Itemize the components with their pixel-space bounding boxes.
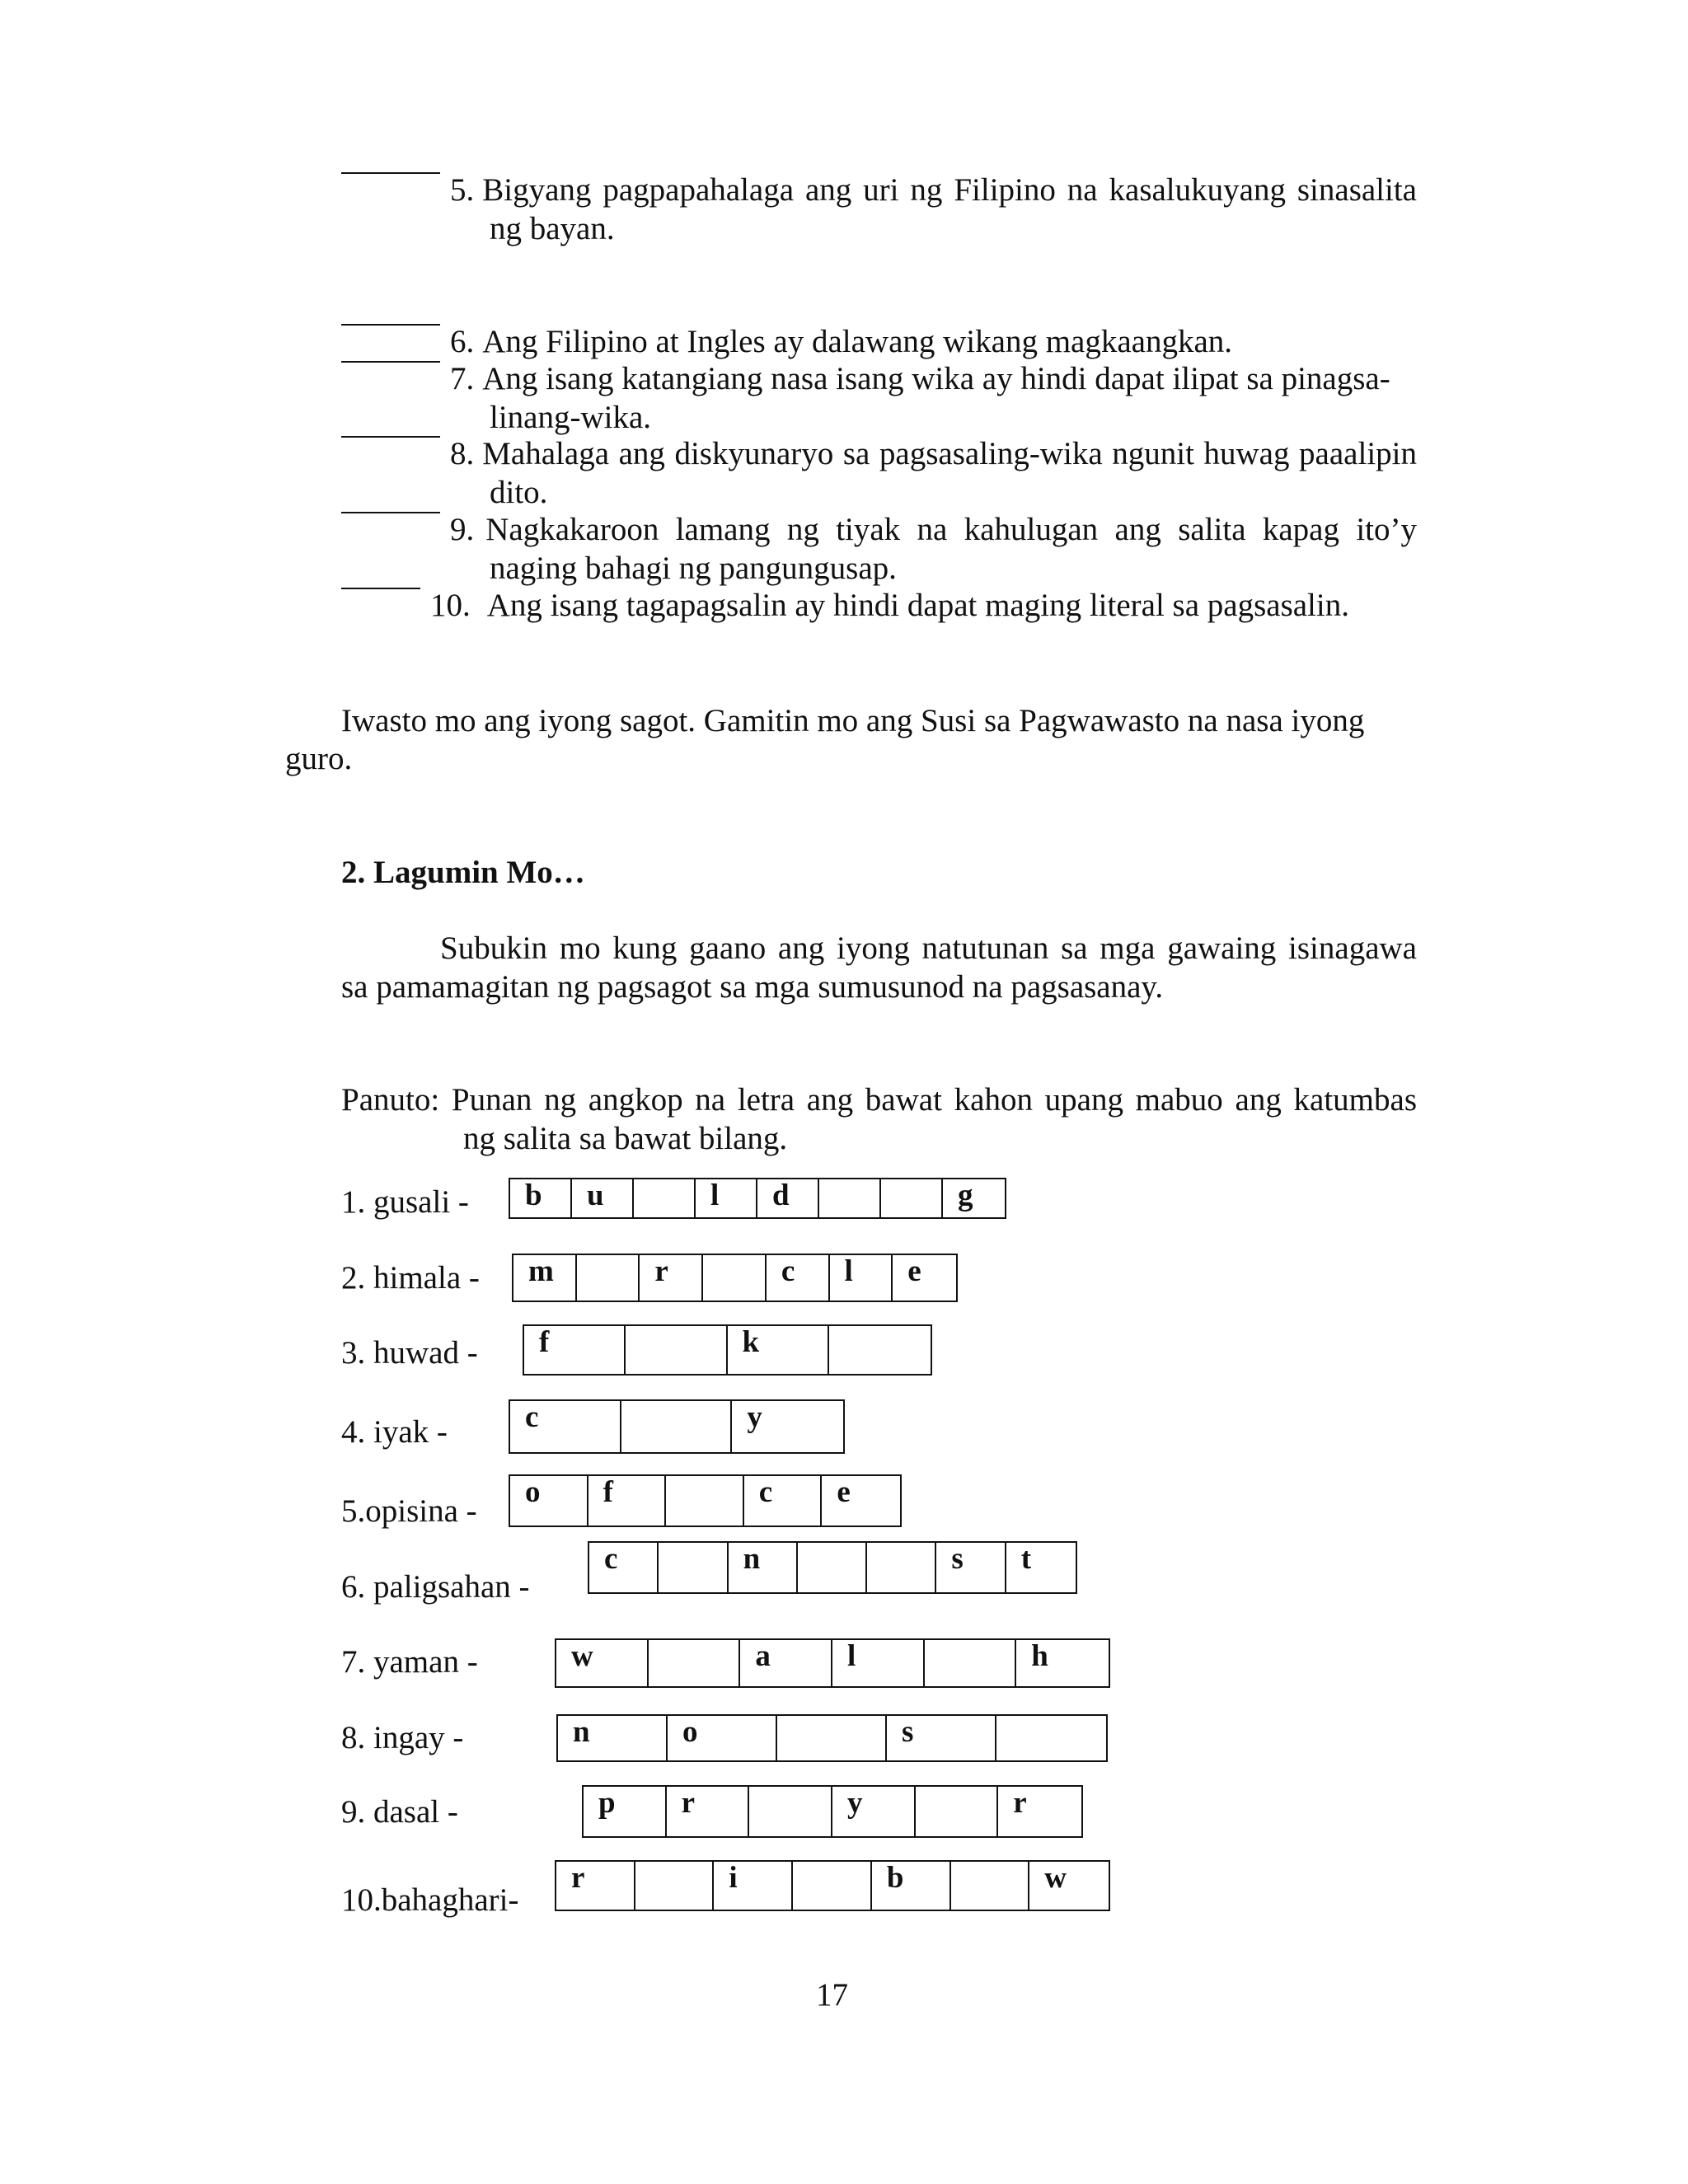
letter-box[interactable] <box>634 1179 696 1217</box>
item-10 <box>341 587 1417 626</box>
letter-box[interactable] <box>793 1862 872 1910</box>
item-text-continued: naging bahagi ng pangungusap. <box>490 550 897 586</box>
letter-box[interactable]: t <box>1020 1542 1032 1576</box>
letter-box[interactable]: e <box>837 1475 851 1509</box>
letter-box[interactable]: f <box>588 1476 667 1526</box>
letter-box[interactable]: y <box>747 1400 762 1434</box>
letter-boxes <box>555 1860 1110 1911</box>
item-number: 8. <box>450 436 475 471</box>
letter-boxes <box>509 1178 1006 1219</box>
letter-box[interactable] <box>951 1862 1030 1910</box>
letter-boxes <box>509 1399 845 1454</box>
item-text-continued: dito. <box>490 474 548 510</box>
item-5 <box>341 171 1417 249</box>
answer-blank[interactable] <box>341 587 420 589</box>
letter-boxes <box>588 1541 1077 1594</box>
letter-box[interactable]: s <box>887 1716 996 1760</box>
letter-box[interactable]: i <box>714 1862 793 1910</box>
word-label: 5.opisina - <box>341 1493 477 1529</box>
letter-box[interactable]: u <box>572 1179 634 1217</box>
letter-box[interactable] <box>635 1862 715 1910</box>
item-7 <box>341 360 1417 438</box>
letter-box[interactable]: f <box>524 1326 626 1374</box>
letter-box[interactable]: l <box>830 1255 893 1301</box>
letter-box[interactable]: l <box>696 1179 757 1217</box>
letter-box[interactable]: r <box>1013 1786 1027 1820</box>
letter-boxes <box>509 1474 902 1527</box>
letter-boxes <box>555 1638 1110 1688</box>
word-label: 8. ingay - <box>341 1720 464 1755</box>
item-number: 5. <box>450 172 475 208</box>
letter-box[interactable]: b <box>872 1862 951 1910</box>
letter-box[interactable] <box>777 1716 887 1760</box>
item-8 <box>341 435 1417 513</box>
letter-box[interactable]: b <box>510 1179 572 1217</box>
item-number: 6. <box>450 324 475 359</box>
check-instruction-continued: guro. <box>285 741 353 776</box>
letter-box[interactable] <box>621 1401 733 1452</box>
letter-box[interactable]: o <box>510 1476 588 1526</box>
word-label: 6. paligsahan - <box>341 1569 530 1605</box>
letter-box[interactable] <box>649 1640 741 1686</box>
letter-boxes <box>523 1324 932 1376</box>
word-label: 7. yaman - <box>341 1644 478 1680</box>
item-6 <box>341 323 1417 362</box>
letter-box[interactable] <box>925 1640 1017 1686</box>
answer-blank[interactable] <box>341 171 440 174</box>
word-label: 2. himala - <box>341 1260 480 1296</box>
item-text: Ang Filipino at Ingles ay dalawang wikang magkaangkan. <box>482 324 1233 359</box>
word-label: 3. huwad - <box>341 1335 478 1371</box>
letter-box[interactable]: a <box>740 1640 832 1686</box>
letter-box[interactable]: p <box>584 1787 667 1836</box>
letter-box[interactable] <box>798 1543 867 1592</box>
letter-box[interactable]: r <box>667 1787 750 1836</box>
letter-box[interactable] <box>829 1326 931 1374</box>
letter-boxes <box>556 1714 1108 1762</box>
letter-box[interactable] <box>703 1255 767 1301</box>
letter-box[interactable]: c <box>767 1255 830 1301</box>
letter-boxes <box>582 1785 1083 1838</box>
letter-box[interactable]: n <box>729 1543 798 1592</box>
letter-box[interactable]: c <box>744 1476 823 1526</box>
letter-box[interactable]: e <box>907 1254 921 1288</box>
item-text: Bigyang pagpapahalaga ang uri ng Filipino na kasalukuyang sinasalita <box>482 172 1417 208</box>
word-label: 1. gusali - <box>341 1184 469 1220</box>
letter-box[interactable] <box>659 1543 728 1592</box>
answer-blank[interactable] <box>341 511 440 513</box>
letter-box[interactable]: h <box>1031 1639 1048 1673</box>
answer-blank[interactable] <box>341 323 440 326</box>
letter-box[interactable]: g <box>958 1179 973 1212</box>
item-text: Nagkakaroon lamang ng tiyak na kahulugan ang salita kapag ito’y <box>485 512 1417 547</box>
item-text-continued: ng bayan. <box>490 210 615 246</box>
page-number: 17 <box>816 1977 848 2013</box>
letter-box[interactable] <box>996 1716 1106 1760</box>
letter-box[interactable] <box>577 1255 640 1301</box>
item-number: 7. <box>450 361 475 396</box>
letter-box[interactable]: o <box>668 1716 777 1760</box>
panuto-instruction: Panuto: Punan ng angkop na letra ang bawat kahon upang mabuo ang katumbas ng salita sa bawat bilang. <box>341 1082 1417 1156</box>
answer-blank[interactable] <box>341 435 440 438</box>
letter-box[interactable]: r <box>556 1862 635 1910</box>
letter-boxes <box>512 1254 958 1302</box>
word-label: 10.bahaghari- <box>341 1882 519 1918</box>
item-number: 10. <box>430 588 471 623</box>
letter-box[interactable]: y <box>832 1787 916 1836</box>
letter-box[interactable] <box>626 1326 727 1374</box>
letter-box[interactable]: k <box>728 1326 829 1374</box>
word-label: 4. iyak - <box>341 1414 448 1450</box>
letter-box[interactable] <box>819 1179 881 1217</box>
letter-box[interactable]: c <box>589 1543 659 1592</box>
letter-box[interactable]: c <box>510 1401 621 1452</box>
answer-blank[interactable] <box>341 360 440 363</box>
letter-box[interactable]: w <box>556 1640 649 1686</box>
letter-box[interactable]: r <box>640 1255 703 1301</box>
item-9 <box>341 511 1417 588</box>
letter-box[interactable]: n <box>558 1716 668 1760</box>
letter-box[interactable] <box>916 1787 999 1836</box>
letter-box[interactable] <box>867 1543 936 1592</box>
letter-box[interactable]: l <box>832 1640 925 1686</box>
letter-box[interactable]: w <box>1044 1861 1067 1895</box>
section-intro: Subukin mo kung gaano ang iyong natutunan sa mga gawaing isinagawa sa pamamagitan ng pagsagot sa mga sumusunod na pagsasanay. <box>341 930 1417 1005</box>
item-number: 9. <box>450 512 475 547</box>
word-label: 9. dasal - <box>341 1794 458 1830</box>
item-text: Ang isang katangiang nasa isang wika ay hindi dapat ilipat sa pinagsa- <box>482 361 1390 396</box>
item-text: Mahalaga ang diskyunaryo sa pagsasaling-wika ngunit huwag paaalipin <box>482 436 1417 471</box>
item-text: Ang isang tagapagsalin ay hindi dapat maging literal sa pagsasalin. <box>486 588 1349 623</box>
check-instruction: Iwasto mo ang iyong sagot. Gamitin mo ang Susi sa Pagwawasto na nasa iyong <box>341 703 1365 738</box>
letter-box[interactable] <box>666 1476 744 1526</box>
letter-box[interactable]: d <box>757 1179 819 1217</box>
letter-box[interactable] <box>749 1787 832 1836</box>
section-heading: 2. Lagumin Mo… <box>341 855 585 890</box>
letter-box[interactable]: m <box>513 1255 577 1301</box>
letter-box[interactable] <box>881 1179 943 1217</box>
item-text-continued: linang-wika. <box>490 399 652 435</box>
letter-box[interactable]: s <box>936 1543 1006 1592</box>
